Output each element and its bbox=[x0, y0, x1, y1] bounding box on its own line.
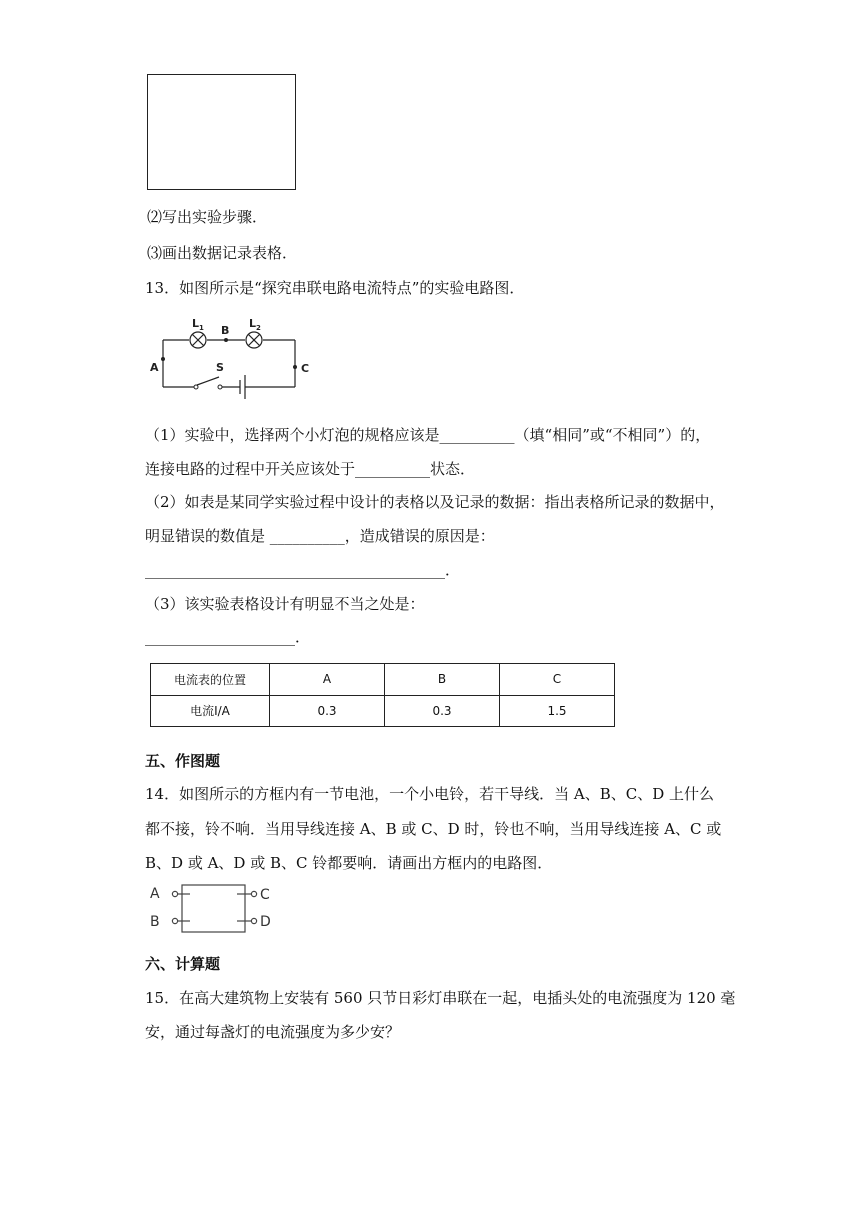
label-L2: L bbox=[249, 317, 257, 330]
label-A: A bbox=[150, 361, 159, 374]
label-B: B bbox=[221, 324, 230, 337]
table-cell: 电流表的位置 bbox=[151, 664, 270, 696]
q13-p3-line1: （3）该实验表格设计有明显不当之处是： bbox=[145, 595, 425, 613]
table-row bbox=[151, 664, 615, 696]
label-L1: L bbox=[192, 317, 200, 330]
section5-title: 五、作图题 bbox=[145, 752, 221, 770]
q13-p1-line2: 连接电路的过程中开关应该处于__________状态． bbox=[145, 460, 476, 478]
label-C: C bbox=[301, 362, 310, 375]
table-cell: 0.3 bbox=[385, 695, 500, 727]
q14-line2: 都不接，铃不响．当用导线连接 A、B 或 C、D 时，铃也不响，当用导线连接 A、C 或 bbox=[145, 820, 722, 838]
q13-p3-line2: ____________________． bbox=[145, 628, 311, 646]
terminal-A: A bbox=[150, 886, 160, 902]
q13-p2-line1: （2）如表是某同学实验过程中设计的表格以及记录的数据：指出表格所记录的数据中， bbox=[145, 493, 725, 511]
q13-p2-line2: 明显错误的数值是 __________，造成错误的原因是： bbox=[145, 527, 495, 545]
q13-p2-line3: ________________________________________． bbox=[145, 561, 461, 579]
table-cell: 1.5 bbox=[500, 695, 615, 727]
terminal-C: C bbox=[260, 887, 270, 903]
q15-line1: 15．在高大建筑物上安装有 560 只节日彩灯串联在一起，电插头处的电流强度为 120 毫 bbox=[145, 989, 736, 1007]
terminal-B: B bbox=[150, 914, 160, 930]
answer-box bbox=[147, 74, 296, 190]
bulb-L1-icon bbox=[190, 332, 206, 348]
label-L2-sub: 2 bbox=[256, 324, 261, 332]
q13-p1-line1: （1）实验中，选择两个小灯泡的规格应该是__________（填“相同”或“不相同”）的， bbox=[145, 426, 711, 444]
terminal-box-diagram bbox=[145, 880, 285, 938]
q15-line2: 安，通过每盏灯的电流强度为多少安？ bbox=[145, 1023, 401, 1041]
table-cell: A bbox=[270, 664, 385, 696]
current-data-table bbox=[150, 663, 615, 727]
table-cell: B bbox=[385, 664, 500, 696]
q14-line3: B、D 或 A、D 或 B、C 铃都要响．请画出方框内的电路图． bbox=[145, 854, 553, 872]
q14-line1: 14．如图所示的方框内有一节电池，一个小电铃，若干导线．当 A、B、C、D 上什么 bbox=[145, 785, 714, 803]
table-row bbox=[151, 695, 615, 727]
label-S: S bbox=[216, 361, 224, 374]
bulb-L2-icon bbox=[246, 332, 262, 348]
series-circuit-diagram bbox=[145, 310, 325, 400]
section6-title: 六、计算题 bbox=[145, 955, 221, 973]
q13-intro: 13．如图所示是“探究串联电路电流特点”的实验电路图． bbox=[145, 279, 525, 297]
table-cell: 电流I/A bbox=[151, 695, 270, 727]
table-cell: C bbox=[500, 664, 615, 696]
q12-step3: ⑶画出数据记录表格． bbox=[147, 244, 298, 262]
label-L1-sub: 1 bbox=[199, 324, 204, 332]
terminal-D: D bbox=[260, 914, 271, 930]
table-cell: 0.3 bbox=[270, 695, 385, 727]
q12-step2: ⑵写出实验步骤． bbox=[147, 208, 268, 226]
